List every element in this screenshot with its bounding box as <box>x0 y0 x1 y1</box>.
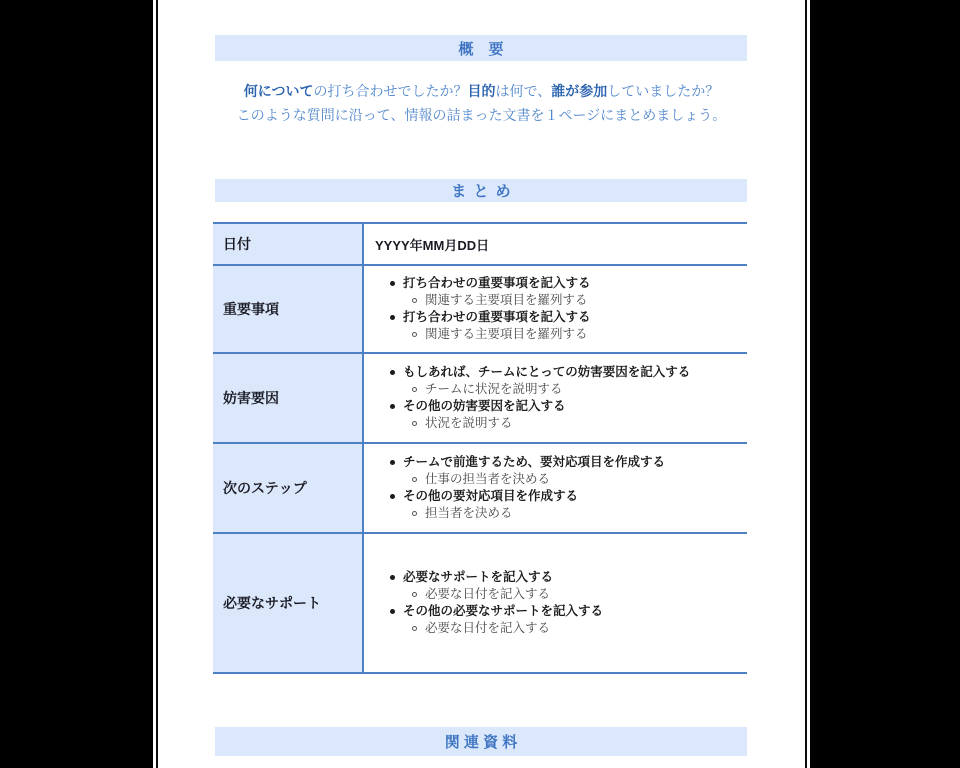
date-value: YYYY年MM月DD日 <box>375 237 490 253</box>
row-content <box>364 354 747 442</box>
table-row <box>213 534 747 674</box>
sub-bullet-text: 状況を説明する <box>425 416 513 430</box>
document-page <box>153 0 810 768</box>
bullet-circle-icon <box>412 511 417 516</box>
bullet-circle-icon <box>412 592 417 597</box>
table-row <box>213 224 747 266</box>
summary-table <box>213 222 747 674</box>
overview-text: していましたか？ <box>607 83 720 99</box>
bullet-dot-icon <box>390 281 395 286</box>
summary-section-header <box>215 179 747 202</box>
bullet-dot-icon <box>390 404 395 409</box>
row-label: 日付 <box>213 224 364 264</box>
bullet-circle-icon <box>412 421 417 426</box>
overview-paragraph <box>153 79 810 127</box>
row-label: 必要なサポート <box>213 534 364 672</box>
overview-bold-phrase: 目的 <box>467 83 496 99</box>
overview-text: は何で、 <box>495 83 552 99</box>
bullet-circle-icon <box>412 626 417 631</box>
bullet-circle-icon <box>412 477 417 482</box>
sub-bullet-text: 担当者を決める <box>425 506 513 520</box>
bullet-item <box>390 364 747 381</box>
sub-bullet-text: チームに状況を説明する <box>425 382 563 396</box>
bullet-text: もしあれば、チームにとっての妨害要因を記入する <box>403 365 691 379</box>
bullet-text: その他の要対応項目を作成する <box>403 489 579 503</box>
overview-heading: 概 要 <box>458 40 504 58</box>
bullet-circle-icon <box>412 332 417 337</box>
related-section-header <box>215 727 747 756</box>
sub-bullet-item <box>412 326 747 343</box>
overview-bold-phrase: 誰が参加 <box>551 83 608 99</box>
sub-bullet-item <box>412 292 747 309</box>
row-label: 次のステップ <box>213 444 364 532</box>
overview-line-2: このような質問に沿って、情報の詰まった文書を１ページにまとめましょう。 <box>236 107 727 123</box>
row-label: 重要事項 <box>213 266 364 352</box>
row-content <box>364 224 747 264</box>
table-row <box>213 354 747 444</box>
bullet-text: 打ち合わせの重要事項を記入する <box>403 276 591 290</box>
sub-bullet-text: 必要な日付を記入する <box>425 621 551 635</box>
overview-section-header <box>215 35 747 61</box>
table-row <box>213 444 747 534</box>
sub-bullet-text: 関連する主要項目を羅列する <box>425 293 588 307</box>
sub-bullet-text: 必要な日付を記入する <box>425 587 551 601</box>
bullet-dot-icon <box>390 609 395 614</box>
table-row <box>213 266 747 354</box>
bullet-text: その他の必要なサポートを記入する <box>403 604 604 618</box>
sub-bullet-item <box>412 505 747 522</box>
bullet-item <box>390 488 747 505</box>
bullet-item <box>390 569 747 586</box>
bullet-text: チームで前進するため、要対応項目を作成する <box>403 455 666 469</box>
row-content <box>364 534 747 672</box>
bullet-dot-icon <box>390 315 395 320</box>
sub-bullet-item <box>412 586 747 603</box>
bullet-item <box>390 275 747 292</box>
summary-heading: まとめ <box>451 183 518 200</box>
bullet-dot-icon <box>390 460 395 465</box>
bullet-item <box>390 603 747 620</box>
bullet-dot-icon <box>390 494 395 499</box>
bullet-item <box>390 309 747 326</box>
sub-bullet-text: 仕事の担当者を決める <box>425 472 551 486</box>
bullet-item <box>390 454 747 471</box>
row-content <box>364 266 747 352</box>
bullet-circle-icon <box>412 387 417 392</box>
bullet-circle-icon <box>412 298 417 303</box>
sub-bullet-item <box>412 381 747 398</box>
overview-text: の打ち合わせでしたか？ <box>313 83 468 99</box>
related-heading: 関連資料 <box>444 734 522 751</box>
sub-bullet-item <box>412 471 747 488</box>
overview-line-1 <box>153 79 810 103</box>
bullet-item <box>390 398 747 415</box>
bullet-text: その他の妨害要因を記入する <box>403 399 566 413</box>
bullet-dot-icon <box>390 370 395 375</box>
sub-bullet-item <box>412 620 747 637</box>
bullet-text: 打ち合わせの重要事項を記入する <box>403 310 591 324</box>
row-content <box>364 444 747 532</box>
bullet-text: 必要なサポートを記入する <box>403 570 554 584</box>
sub-bullet-text: 関連する主要項目を羅列する <box>425 327 588 341</box>
sub-bullet-item <box>412 415 747 432</box>
bullet-dot-icon <box>390 575 395 580</box>
overview-bold-phrase: 何について <box>243 83 314 99</box>
row-label: 妨害要因 <box>213 354 364 442</box>
